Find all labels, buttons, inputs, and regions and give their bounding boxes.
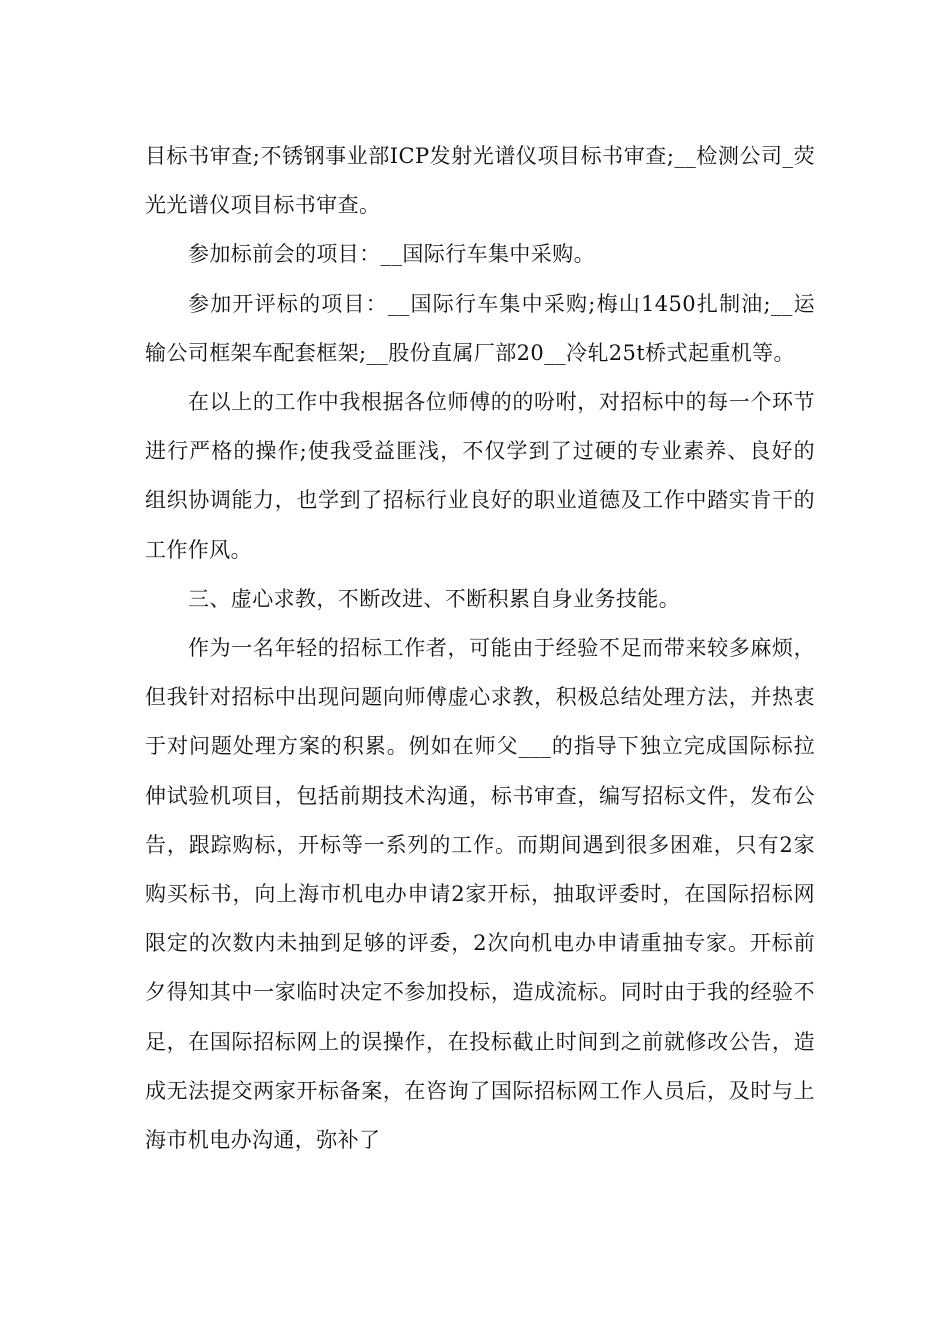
paragraph-6: 作为一名年轻的招标工作者，可能由于经验不足而带来较多麻烦，但我针对招标中出现问题向师傅虚心求教，积极总结处理方法，并热衷于对问题处理方案的积累。例如在师父___的指导下独立完成国际标拉伸试验机项目，包括前期技术沟通，标书审查，编写招标文件，发布公告，跟踪购标，开标等一系列的工作。而期间遇到很多困难，只有2家购买标书，向上海市机电办申请2家开标，抽取评委时，在国际招标网限定的次数内未抽到足够的评委，2次向机电办申请重抽专家。开标前夕得知其中一家临时决定不参加投标，造成流标。同时由于我的经验不足，在国际招标网上的误操作，在投标截止时间到之前就修改公告，造成无法提交两家开标备案，在咨询了国际招标网工作人员后，及时与上海市机电办沟通，弥补了 (145, 636, 815, 1153)
document-body (145, 132, 815, 1165)
paragraph-3: 参加开评标的项目：__国际行车集中采购;梅山1450扎制油;__运输公司框架车配套框架;__股份直属厂部20__冷轧25t桥式起重机等。 (145, 291, 815, 365)
paragraph-1: 目标书审查;不锈钢事业部ICP发射光谱仪项目标书审查;__检测公司_荧光光谱仪项目标书审查。 (145, 144, 815, 218)
paragraph-2: 参加标前会的项目：__国际行车集中采购。 (188, 242, 595, 267)
section-heading: 三、虚心求教，不断改进、不断积累自身业务技能。 (188, 586, 681, 611)
paragraph-4: 在以上的工作中我根据各位师傅的的吩咐，对招标中的每一个环节进行严格的操作;使我受益匪浅，不仅学到了过硬的专业素养、良好的组织协调能力，也学到了招标行业良好的职业道德及工作中踏实肯干的工作作风。 (145, 390, 815, 562)
